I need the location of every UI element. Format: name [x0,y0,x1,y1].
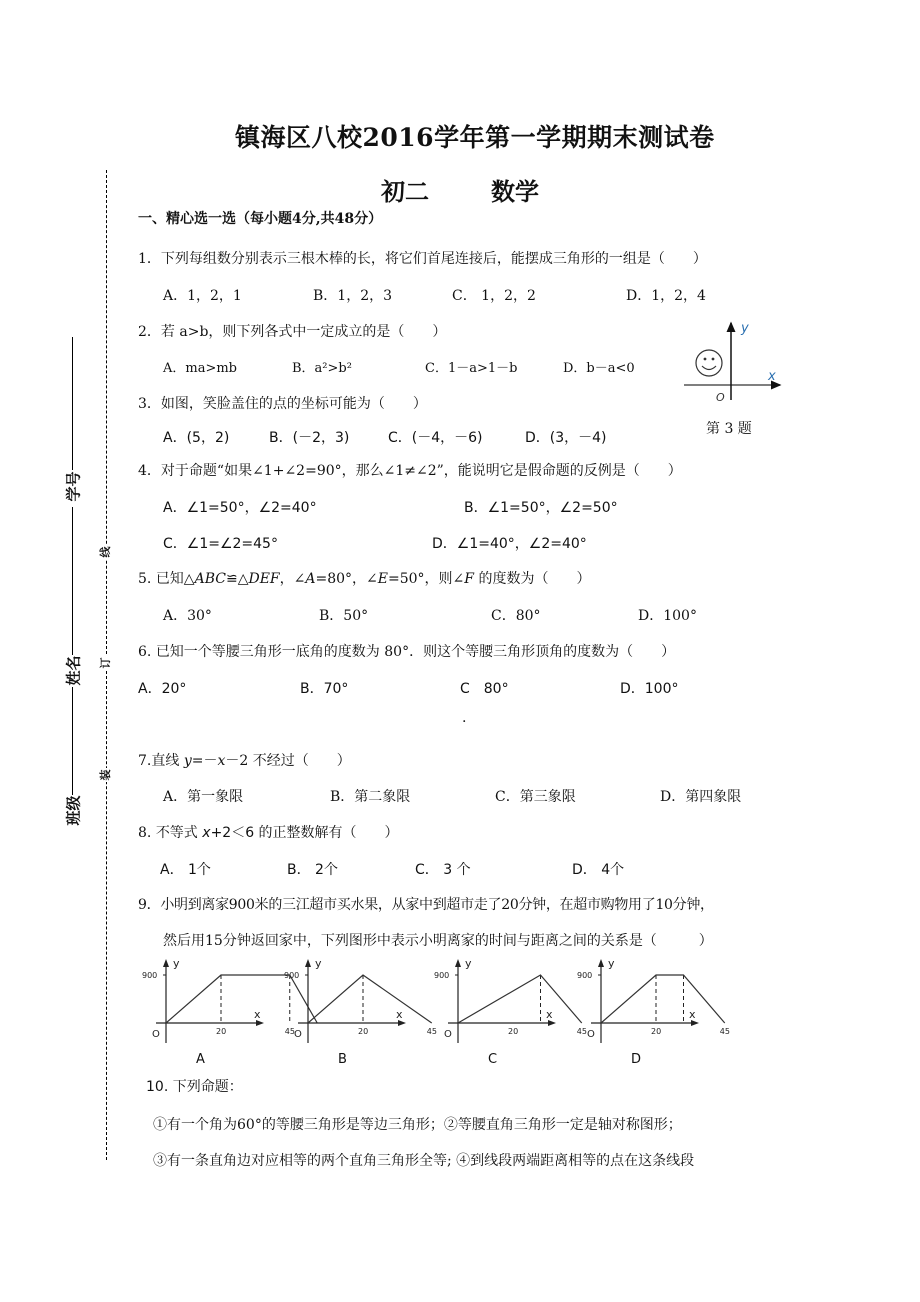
y-axis-label: y [608,957,615,970]
y-axis-arrow-icon [455,959,461,967]
name-field[interactable] [72,507,73,655]
option-b: B．∠1=50°，∠2=50° [464,500,618,516]
distance-line [601,975,725,1023]
option-a: A．30° [163,608,212,624]
option-d: D．100° [620,681,679,697]
y-axis-arrow-icon [163,959,169,967]
question-number: 6. [138,644,152,660]
option-a: A．(5，2) [163,430,230,446]
class-field[interactable] [72,687,73,795]
option-b: B．70° [300,681,349,697]
origin-label: O [294,1029,302,1040]
proposition-line-2: ③有一条直角边对应相等的两个直角三角形全等; ④到线段两端距离相等的点在这条线段 [153,1153,695,1169]
option-d: D．1，2，4 [626,288,706,304]
name-label: 姓名 [64,655,83,686]
option-c: C．∠1=∠2=45° [163,536,278,552]
stem-text: +2＜6 的正整数解有（ ） [210,825,399,841]
option-d: D．b－a<0 [563,361,635,376]
y-axis-label: y [741,321,749,336]
graph-label: C [488,1052,498,1067]
option-b: B．(－2，3) [269,430,350,446]
stem-text: 已知△ [155,571,195,587]
question-stem: 对于命题“如果∠1+∠2=90°，那么∠1≠∠2”，能说明它是假命题的反例是（ ） [160,463,682,479]
question-number: 9． [138,897,161,913]
question-stem: 下列每组数分别表示三根木棒的长，将它们首尾连接后，能摆成三角形的一组是（ ） [160,251,707,267]
question-stem: 下列命题： [172,1079,243,1095]
origin-label: O [152,1029,160,1040]
y-axis-label: y [465,957,472,970]
stem-text: －2 不经过（ ） [225,753,351,769]
distance-time-graph [140,955,295,1070]
option-c: C 80° [460,681,509,697]
class-label: 班级 [64,795,83,826]
option-b: B．a²>b² [292,361,352,376]
option-d: D．100° [638,608,697,624]
distance-time-graph [282,955,437,1070]
question-number: 1． [138,251,161,267]
student-number-field[interactable] [72,337,73,470]
stem-var: A [305,571,316,587]
option-d: D．第四象限 [660,789,742,805]
question-number: 8. [138,825,152,841]
stem-var: x [202,825,211,841]
x-tick-label: 20 [216,1027,227,1036]
x-axis-label: x [689,1008,696,1021]
question-3-figure [680,318,790,443]
graph-label: B [338,1052,347,1067]
option-b: B．第二象限 [330,789,411,805]
x-axis-label: x [768,369,776,384]
y-tick-label: 900 [142,971,158,980]
stem-var: ABC [194,571,226,587]
question-stem: 已知一个等腰三角形一底角的度数为 80°．则这个等腰三角形顶角的度数为（ ） [155,644,676,660]
binding-mark-line: 线 [99,546,112,558]
stem-var: DEF [248,571,280,587]
stem-text: ，∠ [279,571,306,587]
graph-label: D [631,1052,642,1067]
stem-var: x [217,753,226,769]
origin-label: O [444,1029,452,1040]
x-tick-label: 45 [426,1027,437,1036]
graph-option-a [140,955,295,1074]
question-number: 7. [138,753,152,769]
question-number: 2． [138,324,161,340]
option-a: A． 1个 [160,862,211,878]
stem-text: =50°，则∠ [388,571,465,587]
option-b: B．50° [319,608,369,624]
option-a: A．20° [138,681,187,697]
y-axis-label: y [315,957,322,970]
binding-mark-staple: 订 [99,657,112,669]
origin-label: O [587,1029,595,1040]
y-axis-arrow-icon [598,959,604,967]
stem-var: F [464,571,475,587]
y-axis-arrow-icon [305,959,311,967]
proposition-line-1: ①有一个角为60°的等腰三角形是等边三角形；②等腰直角三角形一定是轴对称图形； [153,1117,682,1133]
x-axis-label: x [546,1008,553,1021]
stem-var: y [183,753,192,769]
stem-var: E [377,571,389,587]
option-c: C．80° [491,608,541,624]
question-number: 4． [138,463,161,479]
graph-option-c [432,955,587,1074]
question-number: 3． [138,396,161,412]
x-tick-label: 20 [508,1027,519,1036]
option-b: B． 2个 [287,862,338,878]
question-stem-line-1: 小明到离家900米的三江超市买水果，从家中到超市走了20分钟，在超市购物用了10分钟， [160,897,714,913]
x-tick-label: 20 [358,1027,369,1036]
distance-line [458,975,582,1023]
option-b: B．1，2，3 [313,288,393,304]
distance-line [308,975,432,1023]
question-number: 10. [146,1079,169,1095]
option-a: A．第一象限 [163,789,244,805]
x-axis-label: x [254,1008,261,1021]
question-stem: 如图，笑脸盖住的点的坐标可能为（ ） [160,396,427,412]
graph-option-b [282,955,437,1074]
figure-caption: 第 3 题 [706,421,752,437]
stem-text: 直线 [151,753,184,769]
grade-label: 初二 [381,177,429,206]
student-number-label: 学号 [64,471,83,502]
distance-time-graph [432,955,587,1070]
origin-label: O [716,391,725,404]
stray-dot: . [462,710,467,726]
stem-text: =80°，∠ [315,571,378,587]
option-d: D． 4个 [572,862,625,878]
binding-mark-bind: 装 [99,769,112,781]
graph-option-d [575,955,730,1074]
x-tick-label: 45 [719,1027,730,1036]
exam-title: 镇海区八校2016学年第一学期期末测试卷 [235,123,715,152]
x-tick-label: 45 [576,1027,587,1036]
distance-time-graph [575,955,730,1070]
x-tick-label: 45 [284,1027,295,1036]
coordinate-plane [680,318,790,408]
section-heading: 一、精心选一选（每小题4分,共48分） [138,211,383,227]
graph-label: A [196,1052,205,1067]
option-d: D．(3，－4) [525,430,607,446]
stem-text: 的度数为（ ） [474,571,591,587]
stem-text: 不等式 [155,825,203,841]
question-stem-line-2: 然后用15分钟返回家中，下列图形中表示小明离家的时间与距离之间的关系是（ ） [163,933,713,949]
option-c: C．(－4，－6) [388,430,483,446]
x-tick-label: 20 [651,1027,662,1036]
stem-text: =－ [191,753,218,769]
option-c: C．1－a>1－b [425,361,518,376]
option-d: D．∠1=40°，∠2=40° [432,536,587,552]
smiley-face-icon [696,350,722,376]
subject-label: 数学 [491,177,539,206]
question-stem: 若 a>b，则下列各式中一定成立的是（ ） [160,324,447,340]
option-a: A．ma>mb [163,361,238,376]
option-a: A．1，2，1 [163,288,242,304]
y-tick-label: 900 [284,971,300,980]
x-axis-label: x [396,1008,403,1021]
option-c: C． 3 个 [415,862,471,878]
y-tick-label: 900 [434,971,450,980]
option-c: C．第三象限 [495,789,576,805]
y-tick-label: 900 [577,971,593,980]
y-axis-label: y [173,957,180,970]
option-c: C． 1，2，2 [452,288,536,304]
question-number: 5. [138,571,152,587]
option-a: A．∠1=50°，∠2=40° [163,500,317,516]
stem-text: ≌△ [225,571,249,587]
